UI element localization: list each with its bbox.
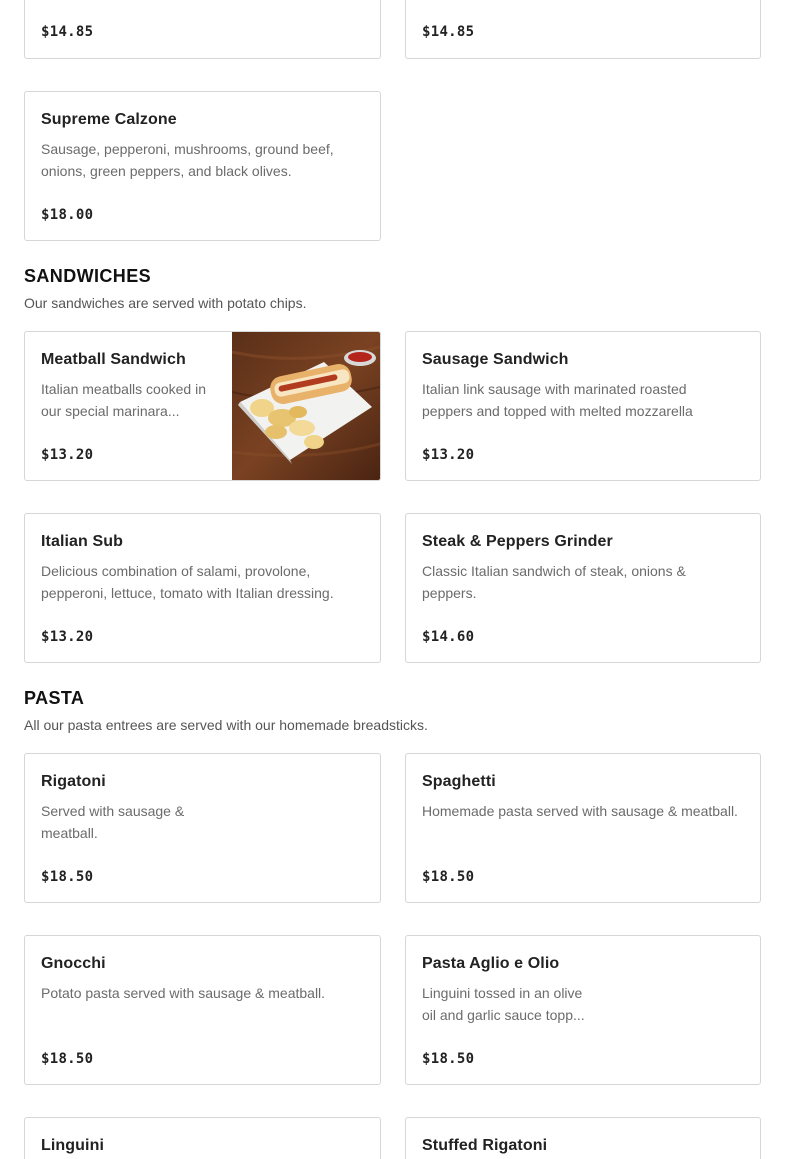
item-price: $13.20 (41, 447, 94, 463)
menu-item-gnocchi[interactable] (24, 935, 381, 1085)
item-name: Stuffed Rigatoni (422, 1137, 548, 1154)
item-name: Steak & Peppers Grinder (422, 533, 613, 550)
item-name: Linguini (41, 1137, 105, 1154)
item-price: $18.50 (422, 869, 475, 885)
item-description: Classic Italian sandwich of steak, onions & peppers. (422, 563, 686, 601)
item-price: $14.85 (422, 24, 475, 40)
section-subtitle-pasta: All our pasta entrees are served with our homemade breadsticks. (24, 717, 428, 733)
menu-item-steak-peppers-grinder[interactable] (405, 513, 761, 663)
menu-item-card[interactable] (405, 0, 761, 59)
item-price: $14.85 (41, 24, 94, 40)
menu-item-italian-sub[interactable] (24, 513, 381, 663)
item-name: Spaghetti (422, 773, 496, 790)
menu-item-card[interactable] (24, 0, 381, 59)
menu-item-stuffed-rigatoni[interactable] (405, 1117, 761, 1159)
section-title-sandwiches: SANDWICHES (24, 266, 152, 286)
item-description: Served with sausage & meatball. (41, 803, 185, 841)
item-description: Potato pasta served with sausage & meatball. (41, 985, 326, 1001)
item-description: Italian link sausage with marinated roasted peppers and topped with melted mozzarella (422, 381, 693, 419)
section-title-pasta: PASTA (24, 688, 85, 708)
item-price: $13.20 (422, 447, 475, 463)
item-description: Delicious combination of salami, provolone, pepperoni, lettuce, tomato with Italian dressing. (41, 563, 334, 601)
meatball-sandwich-photo (232, 332, 380, 480)
menu-item-pasta-aglio-e-olio[interactable] (405, 935, 761, 1085)
menu-item-rigatoni[interactable] (24, 753, 381, 903)
menu-item-spaghetti[interactable] (405, 753, 761, 903)
item-name: Gnocchi (41, 955, 106, 972)
item-description: Sausage, pepperoni, mushrooms, ground beef, onions, green peppers, and black olives. (41, 141, 334, 179)
item-price: $14.60 (422, 629, 475, 645)
menu-item-linguini[interactable] (24, 1117, 381, 1159)
item-price: $18.50 (422, 1051, 475, 1067)
item-name: Supreme Calzone (41, 111, 177, 128)
item-name: Italian Sub (41, 533, 123, 550)
item-price: $13.20 (41, 629, 94, 645)
item-description: Homemade pasta served with sausage & meatball. (422, 803, 738, 819)
item-description: Linguini tossed in an olive oil and garlic sauce topp... (422, 985, 585, 1023)
item-name: Sausage Sandwich (422, 351, 569, 368)
item-price: $18.00 (41, 207, 94, 223)
item-price: $18.50 (41, 1051, 94, 1067)
menu-item-supreme-calzone[interactable] (24, 91, 381, 241)
item-name: Meatball Sandwich (41, 351, 186, 368)
item-name: Rigatoni (41, 773, 106, 790)
item-name: Pasta Aglio e Olio (422, 955, 560, 972)
menu-item-sausage-sandwich[interactable] (405, 331, 761, 481)
menu-item-meatball-sandwich[interactable] (24, 331, 381, 481)
section-subtitle-sandwiches: Our sandwiches are served with potato chips. (24, 295, 307, 311)
item-description: Italian meatballs cooked in our special marinara... (41, 381, 206, 419)
item-price: $18.50 (41, 869, 94, 885)
